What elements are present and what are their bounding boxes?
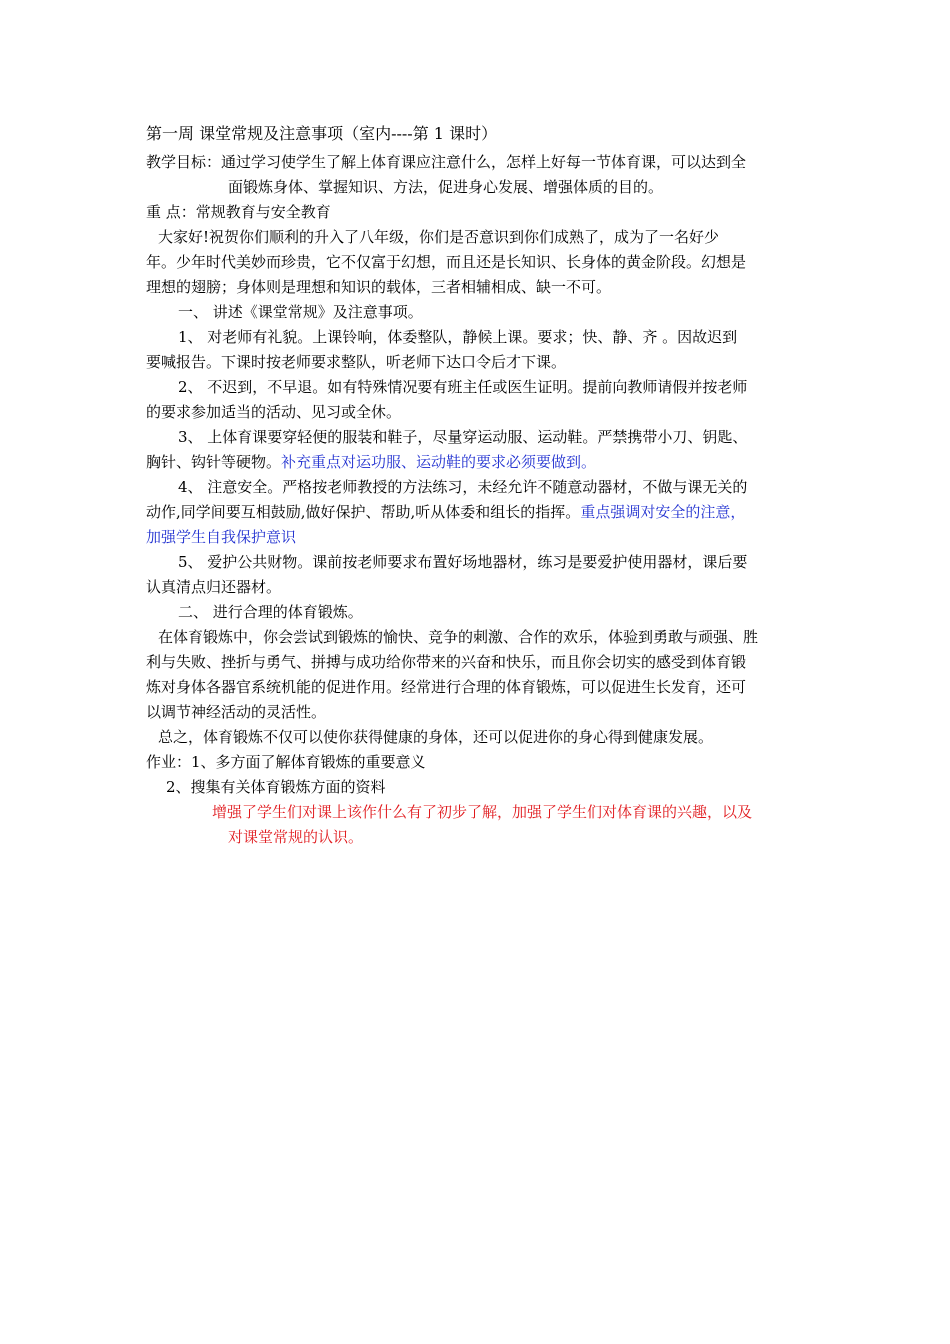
item-3-line-2 xyxy=(146,452,596,472)
item-1-line-2: 要喊报告。下课时按老师要求整队，听老师下达口令后才下课。 xyxy=(146,353,567,371)
lesson-title: 第一周 课堂常规及注意事项（室内----第 1 课时） xyxy=(146,124,498,143)
exercise-para-line-4: 以调节神经活动的灵活性。 xyxy=(146,703,327,721)
intro-line-3: 理想的翅膀；身体则是理想和知识的载体，三者相辅相成、缺一不可。 xyxy=(146,278,612,296)
item-3-line-1: 3、 上体育课要穿轻便的服装和鞋子，尽量穿运动服、运动鞋。严禁携带小刀、钥匙、 xyxy=(178,428,748,446)
item-4-line-2 xyxy=(146,502,745,522)
objective-line-1: 教学目标：通过学习使学生了解上体育课应注意什么，怎样上好每一节体育课，可以达到全 xyxy=(146,153,747,171)
intro-line-2: 年。少年时代美妙而珍贵，它不仅富于幻想，而且还是长知识、长身体的黄金阶段。幻想是 xyxy=(146,253,747,271)
item-4-line-1: 4、 注意安全。严格按老师教授的方法练习，未经允许不随意动器材，不做与课无关的 xyxy=(178,478,748,496)
section-2-heading: 二、 进行合理的体育锻炼。 xyxy=(178,603,363,621)
exercise-para-line-1: 在体育锻炼中，你会尝试到锻炼的愉快、竞争的刺激、合作的欢乐，体验到勇敢与顽强、胜 xyxy=(158,628,759,646)
item-1-line-1: 1、 对老师有礼貌。上课铃响，体委整队，静候上课。要求；快、静、齐 。因故迟到 xyxy=(178,328,738,346)
section-1-heading: 一、 讲述《课堂常规》及注意事项。 xyxy=(178,303,423,321)
summary: 总之，体育锻炼不仅可以使你获得健康的身体，还可以促进你的身心得到健康发展。 xyxy=(158,728,714,746)
exercise-para-line-2: 利与失败、挫折与勇气、拼搏与成功给你带来的兴奋和快乐，而且你会切实的感受到体育锻 xyxy=(146,653,747,671)
exercise-para-line-3: 炼对身体各器官系统机能的促进作用。经常进行合理的体育锻炼，可以促进生长发育，还可 xyxy=(146,678,747,696)
item-5-line-1: 5、 爱护公共财物。课前按老师要求布置好场地器材，练习是要爱护使用器材，课后要 xyxy=(178,553,748,571)
homework-line-2: 2、搜集有关体育锻炼方面的资料 xyxy=(166,778,386,796)
intro-line-1: 大家好!祝贺你们顺利的升入了八年级，你们是否意识到你们成熟了，成为了一名好少 xyxy=(158,228,720,246)
objective-line-2: 面锻炼身体、掌握知识、方法，促进身心发展、增强体质的目的。 xyxy=(228,178,664,196)
reflection-line-1: 增强了学生们对课上该作什么有了初步了解，加强了学生们对体育课的兴趣，以及 xyxy=(212,803,753,821)
reflection-line-2: 对课堂常规的认识。 xyxy=(228,828,364,846)
item-3-teacher-note: 补充重点对运功服、运动鞋的要求必须要做到。 xyxy=(281,453,597,471)
key-point: 重 点：常规教育与安全教育 xyxy=(146,203,331,221)
item-5-line-2: 认真清点归还器材。 xyxy=(146,578,282,596)
item-2-line-2: 的要求参加适当的活动、见习或全休。 xyxy=(146,403,402,421)
item-2-line-1: 2、 不迟到，不早退。如有特殊情况要有班主任或医生证明。提前向教师请假并按老师 xyxy=(178,378,748,396)
homework-line-1: 作业：1、多方面了解体育锻炼的重要意义 xyxy=(146,753,426,771)
item-3-text: 胸针、钩针等硬物。 xyxy=(146,453,282,471)
item-4-teacher-note: 重点强调对安全的注意， xyxy=(580,503,746,521)
item-4-teacher-note-cont: 加强学生自我保护意识 xyxy=(146,528,297,546)
item-4-text: 动作,同学间要互相鼓励,做好保护、帮助,听从体委和组长的指挥。 xyxy=(146,503,581,521)
